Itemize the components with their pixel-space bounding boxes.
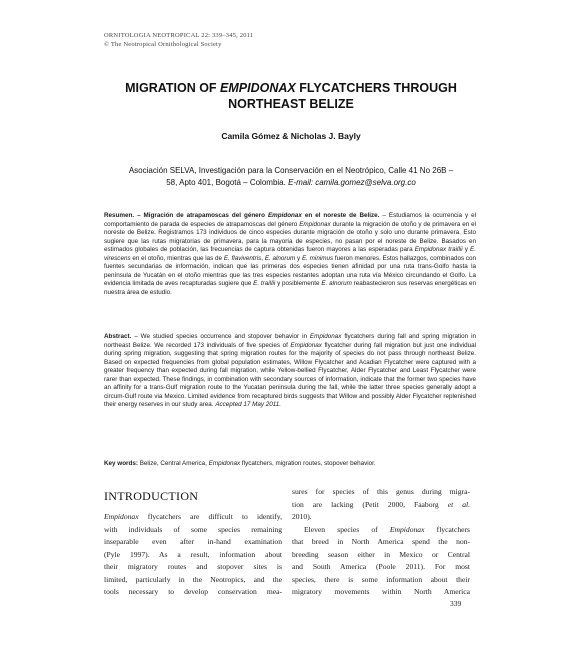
text-line: species, there is some information about their <box>292 574 470 584</box>
species-name: Empidonax <box>208 460 241 467</box>
affiliation-line-2 <box>110 177 472 189</box>
introduction-heading: INTRODUCTION <box>104 489 199 503</box>
resumen-text: reabastecieron sus reservas energéticas en nuestra área de estudio. <box>104 280 477 296</box>
abstract-text: flycatchers during fall and spring migration in northeast Belize. We recorded 173 individuals of five species of <box>104 333 476 349</box>
abstract-text: flycatcher during fall migration but just one individual during spring migration, suggesting that spring migration routes for the majority of species do not pass through northeast Belize. Based on expected frequencies from global population estimates, Willow Flycatcher and Acadian Flycatcher were captured with a greater frequency than expected during fall migration, while Yellow-bellied Flycatcher, Alder Flycatcher and Least Flycatcher were rarer than expected. These findings, in combination with secondary sources of information, indicate that the former two species have an affinity for a trans-Gulf migration route to the Yucatan peninsula during the fall, while the latter three species generally adopt a circum-Gulf route via Mexico. Limited evidence from recaptured birds suggests that Willow and possibly Alder Flycatcher replenished their energy reserves in our study area. <box>104 341 476 408</box>
affiliation-address: 58, Apto 401, Bogotá – Colombia. <box>166 177 289 187</box>
text-line <box>292 524 470 537</box>
species-name: Empidonax <box>299 220 331 228</box>
species-name: E. virescens <box>104 246 476 262</box>
species-name: Empidonax traillii <box>414 246 463 253</box>
body-column-left <box>104 511 282 599</box>
text-line: 2010). <box>292 512 312 521</box>
title-genus: EMPIDONAX <box>220 81 296 95</box>
affiliation <box>110 165 472 188</box>
resumen-heading-suffix: en el noreste de Belize. <box>301 212 380 219</box>
keywords-paragraph <box>104 460 476 469</box>
line-text: Eleven species of <box>304 524 390 534</box>
line-text: flycatchers are difficult to identify, <box>138 512 282 521</box>
resumen-text: y <box>295 254 302 262</box>
article-title <box>104 80 478 112</box>
text-line <box>292 499 470 512</box>
resumen-text: y posiblemente <box>275 280 322 287</box>
abstract-text: – We studied species occurrence and stopover behavior in <box>131 333 310 340</box>
keywords-text: Belize, Central America, <box>137 460 209 467</box>
species-name: E. minimus <box>301 254 334 262</box>
resumen-text: fueron menores. Estos hallazgos, combinados con fuentes secundarias de información, indican que las primeras dos especies tienen afinidad por una ruta trans-Golfo hasta la península de Yucatán en el otoño mientras que las tres especies restantes adoptan una ruta vía México circundando el Golfo. La evidencia limitada de aves recapturadas sugiere que <box>104 254 477 287</box>
text-line: tools necessary to develop conservation mea- <box>104 587 282 596</box>
resumen-text: , <box>261 254 265 262</box>
line-text: flycatchers <box>424 524 470 534</box>
species-name: E. alnorum <box>264 254 296 262</box>
accepted-date: Accepted 17 May 2011. <box>215 401 282 408</box>
title-part: MIGRATION OF <box>125 81 221 95</box>
species-name: E. traillii <box>253 280 276 287</box>
affiliation-line-1: Asociación SELVA, Investigación para la Conservación en el Neotrópico, Calle 41 No 26B – <box>128 166 454 175</box>
species-name: Empidonax <box>104 512 139 521</box>
text-line: sures for species of this genus during migra- <box>292 487 470 496</box>
abstract-heading: Abstract. <box>104 333 132 340</box>
species-name: Empidonax <box>290 341 322 349</box>
text-line: limited, particularly in the Neotropics, and the <box>104 574 282 584</box>
text-line: their migratory routes and stopover sites is <box>104 562 282 571</box>
text-line: and South America (Poole 2011). For most <box>292 562 470 571</box>
copyright-notice: © The Neotropical Ornithological Society <box>104 41 222 48</box>
resumen-text: durante la migración de otoño y de primavera en el noreste de Belize. Registramos 173 individuos de cinco especies durante migración de otoño y solo uno durante primavera. Esto sugiere que las rutas migratorias de primavera, para la mayoría de especies, no pasan por el noreste de Belize. Basados en estimados globales de población, las frecuencias de captura obtenidas fueron mayores a las esperadas para <box>104 220 476 253</box>
title-part: FLYCATCHERS THROUGH <box>295 81 457 95</box>
page-number: 339 <box>450 599 462 608</box>
resumen-heading: Resumen. – Migración de atrapamoscas del género <box>104 212 268 219</box>
citation-et-al: et al. <box>447 499 471 509</box>
text-line: (Pyle 1997). As a result, information about <box>104 549 282 559</box>
species-name: E. alnorum <box>321 280 352 287</box>
authors: Camila Gómez & Nicholas J. Bayly <box>221 131 361 141</box>
keywords-text: flycatchers, migration routes, stopover behavior. <box>240 460 376 467</box>
line-text: tion are lacking (Petit 2000, Faaborg <box>292 499 448 509</box>
text-line: that breed in North America spend the non- <box>292 537 470 546</box>
journal-citation: ORNITOLOGIA NEOTROPICAL 22: 339–345, 2011 <box>104 32 254 39</box>
resumen-heading-genus: Empidonax <box>267 212 302 219</box>
journal-header <box>104 31 253 49</box>
keywords-label: Key words: <box>104 460 138 467</box>
email-label: E-mail: <box>288 177 313 187</box>
email-address[interactable]: camila.gomez@selva.org.co <box>312 177 416 187</box>
text-line <box>104 511 282 524</box>
species-name: Empidonax <box>389 524 425 534</box>
resumen-paragraph <box>104 212 476 297</box>
abstract-paragraph <box>104 333 476 410</box>
species-name: E. flaviventris <box>223 254 262 262</box>
text-line: with individuals of some species remaining <box>104 524 282 534</box>
title-line-2: NORTHEAST BELIZE <box>228 97 354 111</box>
resumen-text: y <box>462 246 471 253</box>
body-column-right <box>292 486 470 599</box>
text-line: inseparable even after in-hand examination <box>104 537 282 546</box>
species-name: Empidonax <box>309 333 342 340</box>
text-line: breeding season either in Mexico or Central <box>292 549 470 559</box>
resumen-text: en el otoño, mientras que las de <box>130 254 224 262</box>
resumen-text: – Estudiamos la ocurrencia y el comportamiento de parada de especies de atrapamoscas del género <box>104 212 477 228</box>
text-line: migratory movements within North America <box>292 587 470 596</box>
